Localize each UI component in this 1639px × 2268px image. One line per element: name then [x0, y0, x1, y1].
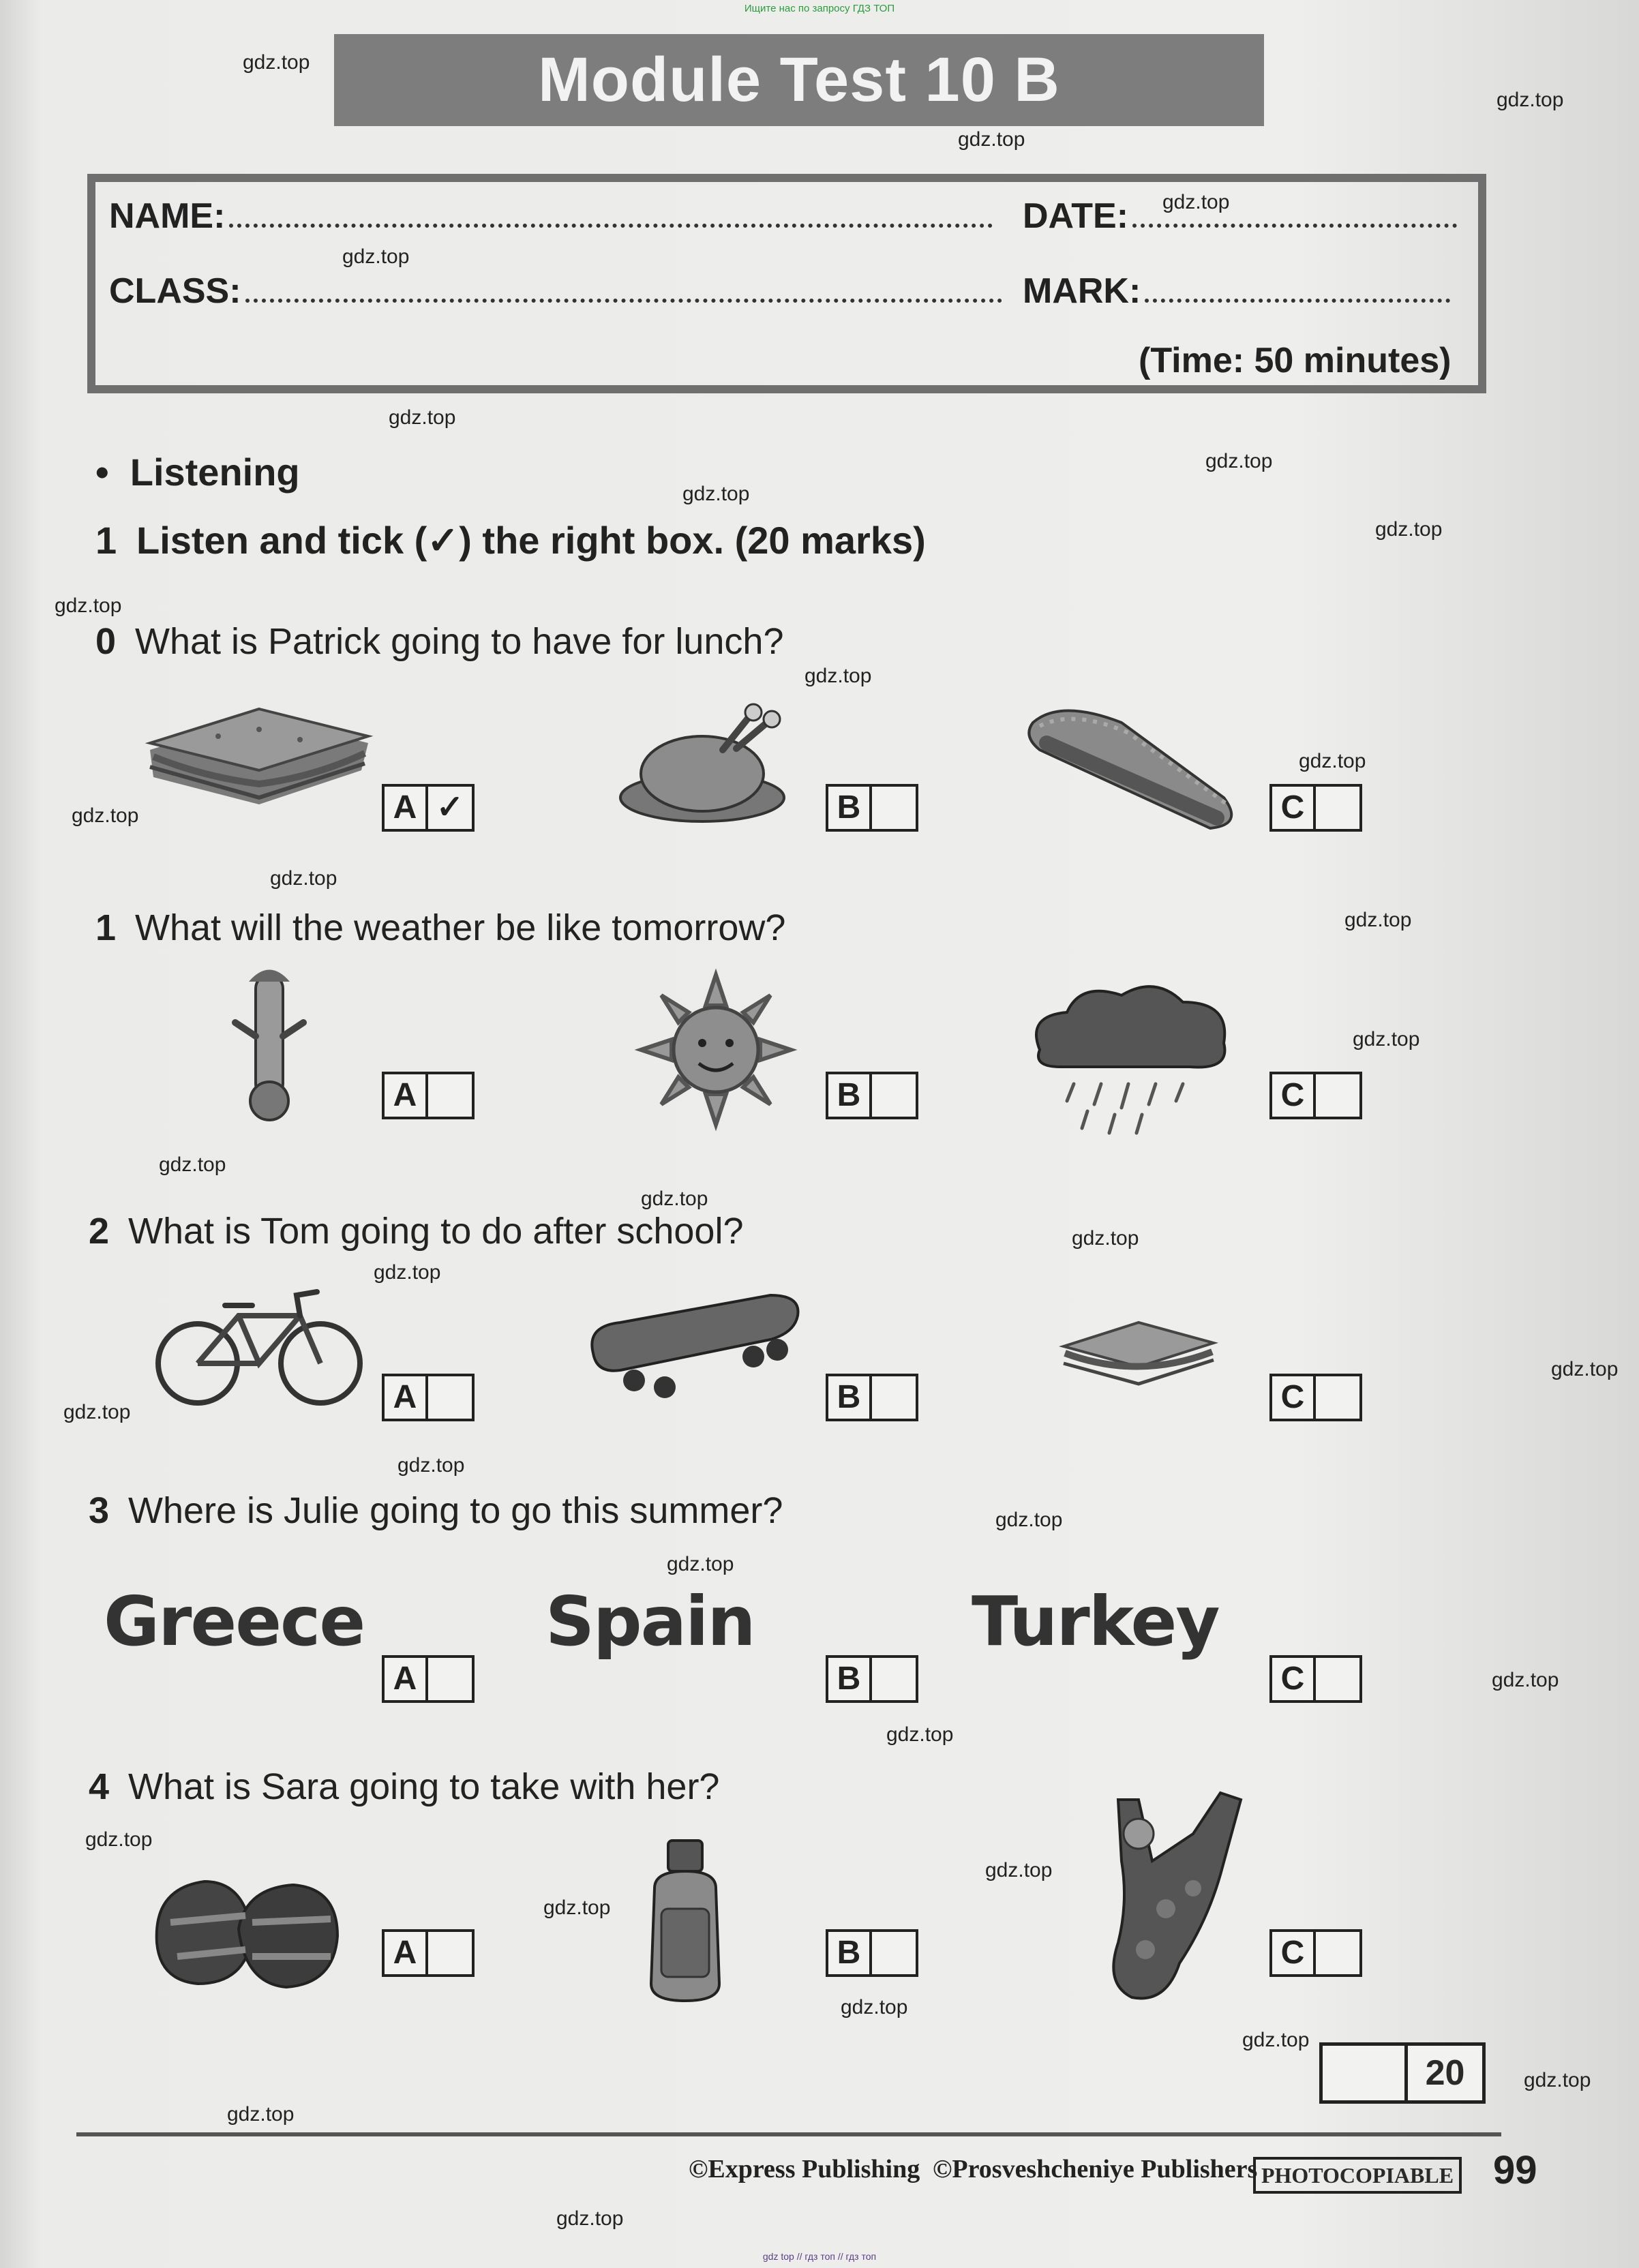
watermark: gdz.top [1551, 1358, 1619, 1380]
watermark: gdz.top [805, 665, 872, 687]
watermark: gdz.top [342, 245, 410, 268]
task-instruction: Listen and tick (✓) the right box. (20 marks) [136, 519, 926, 562]
student-info-box [87, 174, 1486, 393]
time-label: (Time: 50 minutes) [1139, 341, 1452, 380]
option-a-box[interactable] [382, 1655, 475, 1703]
watermark: gdz.top [1242, 2029, 1310, 2051]
watermark: gdz.top [556, 2207, 624, 2230]
watermark: gdz.top [55, 594, 122, 617]
bicycle-icon [150, 1275, 368, 1411]
watermark: gdz.top [85, 1828, 153, 1851]
date-row [1023, 196, 1457, 237]
watermark: gdz.top [1344, 909, 1412, 931]
option-b-box[interactable] [826, 1072, 918, 1119]
page-title: Module Test 10 B [538, 45, 1060, 115]
watermark: gdz.top [641, 1188, 708, 1210]
name-blank [229, 214, 993, 228]
class-row [109, 271, 1002, 312]
page-number: 99 [1493, 2148, 1537, 2192]
name-label: NAME: [109, 196, 226, 236]
question-number: 1 [95, 907, 117, 948]
option-letter: C [1272, 1658, 1316, 1700]
watermark: gdz.top [886, 1723, 954, 1746]
sandals-icon [143, 1861, 348, 1997]
watermark: gdz.top [667, 1553, 734, 1575]
option-a-box[interactable] [382, 1072, 475, 1119]
option-c-box[interactable] [1269, 1374, 1362, 1421]
question-number: 2 [89, 1211, 110, 1252]
score-box [1319, 2042, 1486, 2104]
option-letter: B [828, 1376, 872, 1419]
question-0 [95, 620, 784, 663]
option-letter: C [1272, 1376, 1316, 1419]
option-c-box[interactable] [1269, 1929, 1362, 1977]
option-c-box[interactable] [1269, 784, 1362, 832]
watermark: gdz.top [543, 1896, 611, 1919]
swimsuit-icon [1091, 1786, 1254, 2011]
watermark: gdz.top [1162, 191, 1230, 213]
sandwich-icon [136, 702, 382, 818]
question-text: What is Patrick going to have for lunch? [135, 621, 784, 662]
photocopiable-label: PHOTOCOPIABLE [1253, 2157, 1462, 2194]
section-bullet: • [95, 451, 109, 494]
watermark: gdz.top [389, 406, 456, 429]
watermark: gdz.top [841, 1996, 908, 2018]
watermark: gdz.top [682, 483, 750, 505]
question-4 [89, 1766, 719, 1808]
option-c-box[interactable] [1269, 1655, 1362, 1703]
question-1 [95, 907, 785, 949]
option-letter: B [828, 1658, 872, 1700]
mark-label: MARK: [1023, 271, 1141, 311]
option-letter: C [1272, 1074, 1316, 1117]
option-a-box[interactable] [382, 1929, 475, 1977]
option-b-box[interactable] [826, 1374, 918, 1421]
option-c-box[interactable] [1269, 1072, 1362, 1119]
watermark: gdz.top [1524, 2069, 1591, 2091]
task-heading [95, 518, 926, 563]
skateboard-icon [580, 1285, 805, 1401]
footer-rule [76, 2132, 1501, 2136]
watermark: gdz.top [72, 804, 139, 827]
watermark: gdz.top [1205, 450, 1273, 472]
question-text: Where is Julie going to go this summer? [128, 1490, 783, 1531]
option-letter: A [385, 1376, 428, 1419]
question-text: What will the weather be like tomorrow? [135, 907, 786, 948]
watermark: gdz.top [63, 1401, 131, 1423]
option-spain-label: Spain [545, 1582, 755, 1661]
option-letter: A [385, 1658, 428, 1700]
score-max: 20 [1425, 2053, 1465, 2093]
question-3 [89, 1490, 783, 1532]
question-text: What is Sara going to take with her? [128, 1766, 720, 1807]
option-b-box[interactable] [826, 1655, 918, 1703]
option-letter: C [1272, 787, 1316, 829]
watermark: gdz.top [374, 1261, 441, 1284]
publisher-2: ©Prosveshcheniye Publishers [933, 2155, 1258, 2183]
class-label: CLASS: [109, 271, 241, 311]
watermark: gdz.top [270, 867, 337, 890]
question-text: What is Tom going to do after school? [128, 1211, 744, 1252]
option-turkey-label: Turkey [972, 1582, 1219, 1661]
hot-dog-icon [1019, 695, 1244, 838]
name-row [109, 196, 993, 237]
question-number: 4 [89, 1766, 110, 1807]
date-label: DATE: [1023, 196, 1129, 236]
watermark: gdz.top [227, 2103, 295, 2126]
example-tick: ✓ [436, 789, 464, 826]
watermark: gdz.top [397, 1454, 465, 1477]
sun-icon [634, 968, 798, 1132]
option-letter: B [828, 787, 872, 829]
option-a-box[interactable] [382, 1374, 475, 1421]
class-blank [245, 289, 1002, 303]
mark-row [1023, 271, 1450, 312]
option-b-box[interactable] [826, 784, 918, 832]
option-letter: A [385, 1932, 428, 1974]
question-number: 3 [89, 1490, 110, 1531]
option-letter: B [828, 1074, 872, 1117]
watermark: gdz.top [958, 128, 1025, 151]
question-2 [89, 1210, 744, 1252]
question-number: 0 [95, 621, 117, 662]
bottom-note: gdz top // гдз топ // гдз топ [762, 2251, 877, 2262]
section-heading [95, 450, 300, 494]
watermark: gdz.top [1375, 518, 1443, 541]
watermark: gdz.top [1299, 750, 1366, 772]
task-number: 1 [95, 519, 117, 562]
mark-blank [1145, 289, 1450, 303]
option-letter: C [1272, 1932, 1316, 1974]
date-blank [1132, 214, 1457, 228]
option-b-box[interactable] [826, 1929, 918, 1977]
watermark: gdz.top [1353, 1028, 1420, 1050]
option-a-box[interactable] [382, 784, 475, 832]
option-letter: B [828, 1932, 872, 1974]
watermark: gdz.top [995, 1509, 1063, 1531]
sandwich-icon [1057, 1312, 1220, 1394]
watermark: gdz.top [1497, 89, 1564, 111]
top-note: Ищите нас по запросу ГДЗ ТОП [744, 3, 895, 14]
option-letter: A [385, 787, 428, 829]
watermark: gdz.top [1072, 1227, 1139, 1250]
watermark: gdz.top [1492, 1669, 1559, 1691]
score-entry[interactable] [1323, 2046, 1408, 2100]
watermark: gdz.top [159, 1153, 226, 1176]
publisher-1: ©Express Publishing [689, 2155, 920, 2183]
watermark: gdz.top [243, 51, 310, 74]
roast-chicken-icon [614, 695, 791, 825]
sun-lotion-icon [641, 1834, 730, 2004]
option-greece-label: Greece [104, 1582, 365, 1661]
rain-cloud-icon [1019, 975, 1244, 1138]
section-title: Listening [130, 451, 300, 494]
title-bar [334, 34, 1264, 126]
watermark: gdz.top [985, 1859, 1053, 1881]
option-letter: A [385, 1074, 428, 1117]
cold-thermometer-icon [228, 961, 310, 1125]
